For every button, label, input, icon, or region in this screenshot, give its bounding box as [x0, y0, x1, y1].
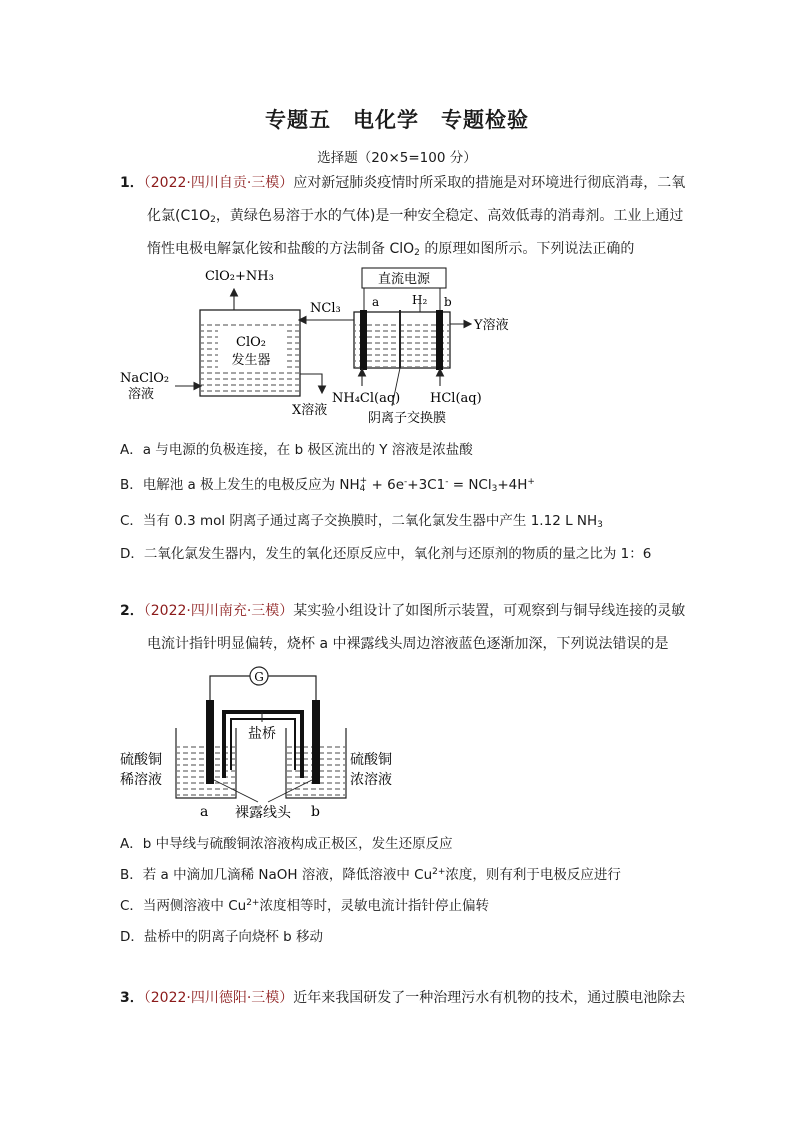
q1-option-a: A．a 与电源的负极连接，在 b 极区流出的 Y 溶液是浓盐酸: [120, 442, 473, 458]
subscript: 3: [597, 520, 603, 530]
question-1-line-1: [120, 173, 685, 193]
q2-option-d: D．盐桥中的阴离子向烧杯 b 移动: [120, 929, 324, 945]
left-solution-label-2: 稀溶液: [120, 772, 162, 788]
subscript: 4: [359, 484, 366, 494]
question-2-line-2: 电流计指针明显偏转，烧杯 a 中裸露线头周边溶液蓝色逐渐加深，下列说法错误的是: [147, 636, 669, 652]
question-source: （2022·四川德阳·三模）: [143, 990, 294, 1006]
electrode-a-label: a: [372, 295, 380, 309]
electrode-b-label: b: [444, 295, 452, 309]
beaker-a-label: a: [200, 804, 209, 820]
superscript: -: [404, 477, 408, 487]
right-solution-label-2: 浓溶液: [350, 772, 392, 788]
question-text: 应对新冠肺炎疫情时所采取的措施是对环境进行彻底消毒，二氧: [293, 175, 686, 191]
question-number: 2．: [120, 603, 144, 619]
superscript: +: [359, 476, 368, 486]
question-2-line-1: [120, 601, 685, 621]
option-text: = NCl: [448, 477, 492, 493]
beaker-b-label: b: [311, 804, 320, 820]
q2-option-a: A．b 中导线与硫酸铜浓溶液构成正极区，发生还原反应: [120, 836, 453, 852]
question-text: ，黄绿色易溶于水的气体)是一种安全稳定、高效低毒的消毒剂。工业上通过: [215, 208, 684, 224]
option-text: 浓度，则有利于电极反应进行: [445, 867, 621, 883]
option-text: +4H: [497, 477, 528, 493]
question-text: 的原理如图所示。下列说法正确的: [419, 241, 635, 257]
clo2-nh3-label: ClO₂+NH₃: [205, 269, 274, 284]
option-text: C．当两侧溶液中 Cu: [120, 898, 247, 914]
naclo2-label-2: 溶液: [128, 387, 155, 402]
option-text: + 6e: [367, 477, 405, 493]
question-source: （2022·四川自贡·三模）: [143, 175, 294, 191]
q1-option-b: [120, 473, 535, 494]
ncl3-label: NCl₃: [310, 301, 341, 316]
option-text: B．电解池 a 极上发生的电极反应为 NH: [120, 477, 360, 493]
q2-option-c: [120, 894, 489, 914]
question-text: 化氯(C1O: [147, 208, 211, 224]
superscript: +: [527, 477, 535, 487]
question-text: 近年来我国研发了一种治理污水有机物的技术，通过膜电池除去: [293, 990, 686, 1006]
electrolysis-diagram: [110, 262, 550, 432]
option-text: B．若 a 中滴加几滴稀 NaOH 溶液，降低溶液中 Cu: [120, 867, 433, 883]
left-solution-label-1: 硫酸铜: [120, 752, 162, 768]
hcl-label: HCl(aq): [430, 391, 482, 406]
y-solution-label: Y溶液: [474, 318, 509, 333]
h2-label: H₂: [412, 293, 428, 307]
section-subtitle: 选择题（20×5=100 分）: [317, 150, 477, 166]
question-number: 1．: [120, 175, 144, 191]
x-solution-label: X溶液: [292, 403, 328, 418]
superscript: -: [445, 477, 449, 487]
question-1-line-2: [147, 206, 683, 230]
q1-option-c: [120, 509, 603, 530]
option-text: C．当有 0.3 mol 阴离子通过离子交换膜时，二氧化氯发生器中产生 1.12 L NH: [120, 513, 598, 529]
salt-bridge-label: 盐桥: [248, 726, 276, 742]
option-text: 浓度相等时，灵敏电流计指针停止偏转: [259, 898, 489, 914]
question-1-line-3: [147, 239, 634, 263]
question-number: 3．: [120, 990, 144, 1006]
generator-label-1: ClO₂: [236, 335, 266, 350]
question-3-line-1: [120, 988, 685, 1008]
option-text: +3C1: [407, 477, 446, 493]
membrane-label: 阴离子交换膜: [368, 411, 447, 426]
generator-label-2: 发生器: [231, 353, 271, 368]
naclo2-label-1: NaClO₂: [120, 371, 170, 386]
question-text: 某实验小组设计了如图所示装置，可观察到与铜导线连接的灵敏: [293, 603, 686, 619]
page-title: 专题五 电化学 专题检验: [265, 108, 529, 132]
concentration-cell-diagram: [118, 660, 418, 820]
right-solution-label-1: 硫酸铜: [350, 752, 392, 768]
power-source-label: 直流电源: [377, 272, 431, 287]
exposed-wire-label: 裸露线头: [235, 805, 291, 820]
subscript: 2: [414, 248, 420, 258]
subscript: 3: [491, 484, 498, 494]
subscript: 2: [210, 215, 216, 225]
question-source: （2022·四川南充·三模）: [143, 603, 294, 619]
q2-option-b: [120, 863, 621, 883]
superscript: 2+: [246, 898, 260, 908]
q1-option-d: D．二氧化氯发生器内，发生的氧化还原反应中，氧化剂与还原剂的物质的量之比为 1：6: [120, 546, 652, 562]
nh4cl-label: NH₄Cl(aq): [332, 391, 401, 406]
superscript: 2+: [432, 867, 446, 877]
question-text: 惰性电极电解氯化铵和盐酸的方法制备 ClO: [147, 241, 415, 257]
galvanometer-label: G: [254, 670, 264, 684]
